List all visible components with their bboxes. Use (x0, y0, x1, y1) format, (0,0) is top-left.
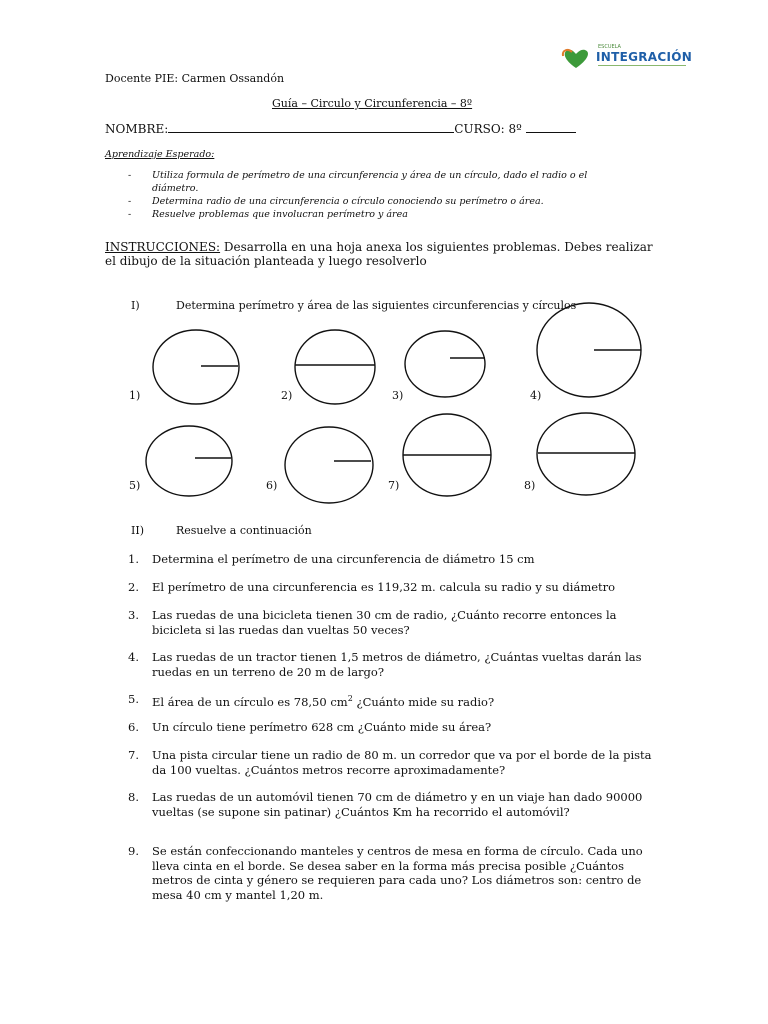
problem-number: 4. (128, 650, 139, 664)
circle-1 (153, 330, 239, 404)
figure-label: 7) (388, 479, 400, 492)
problem-item (128, 748, 668, 777)
section2-number: II) (131, 524, 144, 537)
problem-text: Una pista circular tiene un radio de 80 m. un corredor que va por el borde de la pista da 100 vueltas. ¿Cuántos metros recorre aproximadamente? (152, 748, 652, 777)
problem-text: Las ruedas de una bicicleta tienen 30 cm de radio, ¿Cuánto recorre entonces la bicicleta si las ruedas dan vueltas 50 veces? (152, 608, 617, 637)
problem-text: Determina el perímetro de una circunferencia de diámetro 15 cm (152, 552, 535, 566)
figure-label: 1) (129, 389, 141, 402)
circle-8 (537, 413, 635, 495)
name-label: NOMBRE: (105, 122, 169, 136)
logo-text: INTEGRACIÓN (596, 50, 693, 64)
circle-7 (403, 414, 491, 496)
problem-item (128, 844, 668, 902)
problem-item (128, 720, 668, 735)
problem-number: 2. (128, 580, 139, 594)
problem-text: Las ruedas de un automóvil tienen 70 cm de diámetro y en un viaje han dado 90000 vueltas (se supone sin patinar) ¿Cuántos Km ha recorrido el automóvil? (152, 790, 643, 819)
circle-6 (285, 427, 373, 503)
problem-number: 3. (128, 608, 139, 622)
problem-item (128, 608, 668, 637)
problem-item (128, 650, 668, 679)
learning-item: - Determina radio de una circunferencia o círculo conociendo su perímetro o área. (128, 196, 628, 209)
circle-3 (405, 331, 485, 397)
problem-number: 8. (128, 790, 139, 804)
problem-item (128, 692, 668, 709)
superscript: 2 (347, 694, 353, 703)
problem-number: 9. (128, 844, 139, 858)
problem-item (128, 552, 668, 567)
circle-5 (146, 426, 232, 496)
circle-2 (295, 330, 375, 404)
problem-text: El perímetro de una circunferencia es 119,32 m. calcula su radio y su diámetro (152, 580, 616, 594)
section1-title: Determina perímetro y área de las siguientes circunferencias y círculos (176, 299, 577, 312)
problem-number: 6. (128, 720, 139, 734)
learning-item: - Resuelve problemas que involucran perímetro y área (128, 209, 628, 222)
problem-item (128, 790, 668, 819)
problem-item (128, 580, 668, 595)
problem-text-part: ¿Cuánto mide su radio? (352, 694, 495, 709)
instructions-label: INSTRUCCIONES: (105, 240, 221, 254)
figure-label: 6) (266, 479, 278, 492)
problem-text (152, 692, 668, 709)
problem-text: Las ruedas de un tractor tienen 1,5 metros de diámetro, ¿Cuántas vueltas darán las ruedas en un terreno de 20 m de largo? (152, 650, 642, 679)
learning-heading: Aprendizaje Esperado: (105, 149, 215, 160)
instructions-text: Desarrolla en una hoja anexa los siguientes problemas. Debes realizar el dibujo de la situación planteada y luego resolverlo (105, 240, 653, 268)
figure-label: 8) (524, 479, 536, 492)
teacher-name: Docente PIE: Carmen Ossandón (105, 72, 285, 85)
problem-text: Se están confeccionando manteles y centros de mesa en forma de círculo. Cada uno lleva cinta en el borde. Se desea saber en la forma más precisa posible ¿Cuántos metros de cinta y género se requieren para cada uno? Los diámetros son: centro de mesa 40 cm y mantel 1,20 m. (152, 844, 643, 902)
problem-number: 7. (128, 748, 139, 762)
course-label: CURSO: 8º (454, 122, 522, 136)
page-title: Guía – Circulo y Circunferencia – 8º (272, 97, 473, 110)
figure-label: 5) (129, 479, 141, 492)
section1-number: I) (131, 299, 140, 312)
problem-number: 1. (128, 552, 139, 566)
problem-text: Un círculo tiene perímetro 628 cm ¿Cuánto mide su área? (152, 720, 492, 734)
problem-text-part: El área de un círculo es 78,50 cm (152, 694, 348, 709)
problem-number: 5. (128, 692, 139, 706)
figure-label: 3) (392, 389, 404, 402)
circle-4 (537, 303, 641, 397)
learning-item: - Utiliza formula de perímetro de una circunferencia y área de un círculo, dado el radio o el diámetro. (128, 170, 628, 195)
figure-label: 2) (281, 389, 293, 402)
figure-label: 4) (530, 389, 542, 402)
logo-subtitle: ESCUELA (598, 44, 621, 50)
section2-title: Resuelve a continuación (176, 524, 312, 537)
